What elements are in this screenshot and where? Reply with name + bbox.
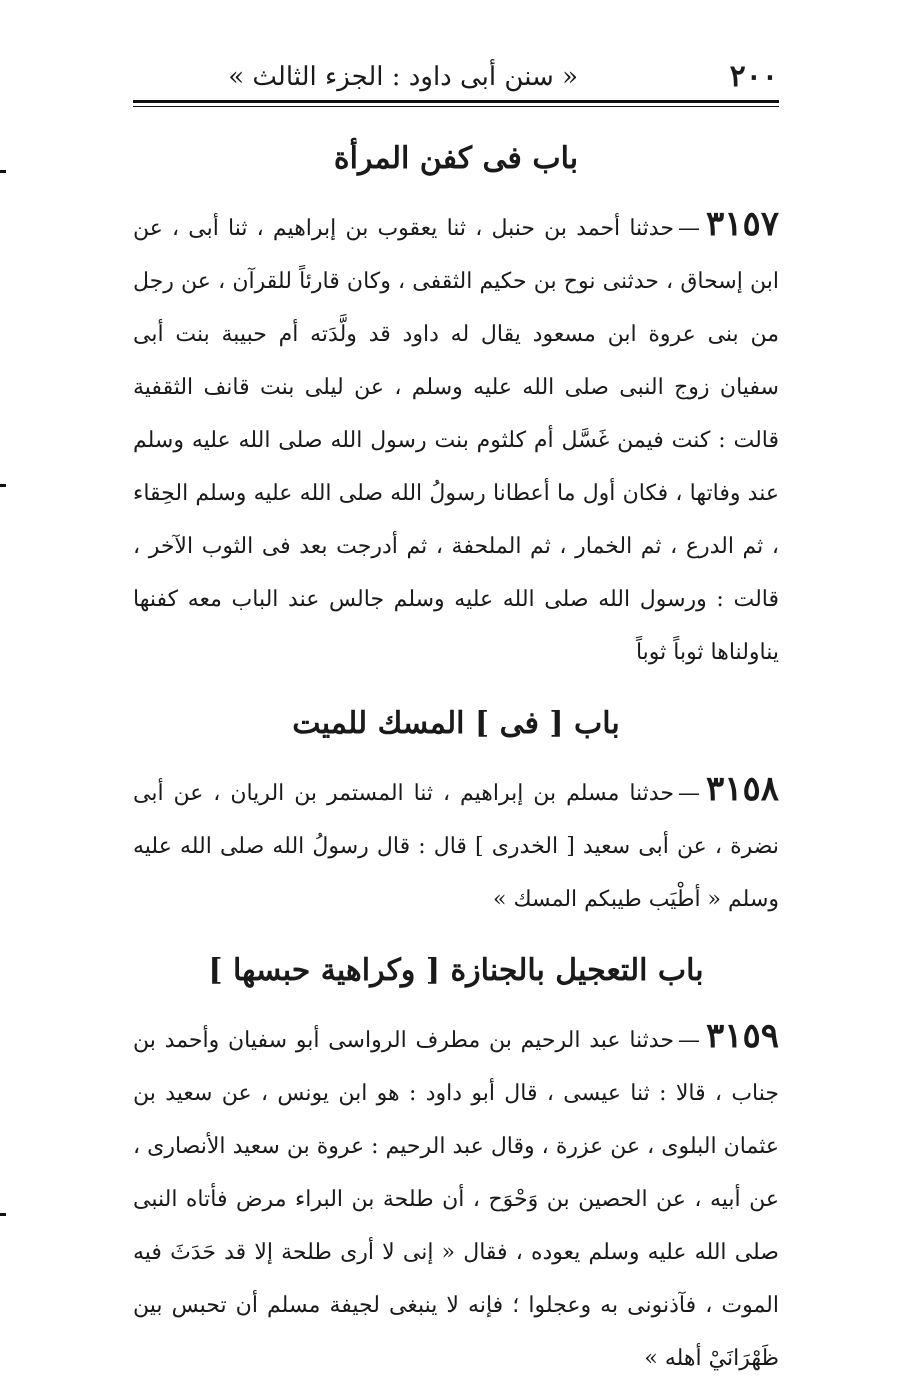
hadith-text-block: ٣١٥٩—حدثنا عبد الرحيم بن مطرف الرواسى أبو سفيان وأحمد بن جناب ، قالا : ثنا عيسى ، قال أبو داود : هو ابن يونس ، عن سعيد بن عثمان البلوى ، عن عزرة ، وقال عبد الرحيم : عروة بن سعيد الأنصارى ، عن أبيه ، عن الحصين بن وَحْوَح ، أن طلحة بن البراء مرض فأتاه النبى صلى الله عليه وسلم يعوده ، فقال « إنى لا أرى طلحة إلا قد حَدَثَ فيه الموت ، فآذنونى به وعجلوا ؛ فإنه لا ينبغى لجيفة مسلم أن تحبس بين ظَهْرَانَيْ أهله »	[133, 1016, 779, 1371]
header-rule-thin	[133, 106, 779, 107]
page-header	[135, 56, 778, 98]
hadith-text: حدثنا مسلم بن إبراهيم ، ثنا المستمر بن الريان ، عن أبى نضرة ، عن أبى سعيد [ الخدرى ] قال : قال رسولُ الله صلى الله عليه وسلم « أطْيَب طيبكم المسك »	[133, 781, 779, 912]
margin-mark	[0, 484, 6, 487]
hadith-number: ٣١٥٩	[705, 1016, 779, 1056]
hadith-block	[133, 1010, 779, 1385]
margin-mark	[0, 1213, 6, 1216]
hadith-number: ٣١٥٧	[705, 204, 779, 244]
hadith-text: حدثنا أحمد بن حنبل ، ثنا يعقوب بن إبراهيم ، ثنا أبى ، عن ابن إسحاق ، حدثنى نوح بن حكيم الثقفى ، وكان قارئاً للقرآن ، عن رجل من بنى عروة ابن مسعود يقال له داود قد ولَّدَته أم حبيبة بنت أبى سفيان زوج النبى صلى الله عليه وسلم ، عن ليلى بنت قانف الثقفية قالت : كنت فيمن غَسَّل أم كلثوم بنت رسول الله صلى الله عليه وسلم عند وفاتها ، فكان أول ما أعطانا رسولُ الله صلى الله عليه وسلم الحِقاء ، ثم الدرع ، ثم الخمار ، ثم الملحفة ، ثم أدرجت بعد فى الثوب الآخر ، قالت : ورسول الله صلى الله عليه وسلم جالس عند الباب معه كفنها يناولناها ثوباً ثوباً	[133, 216, 779, 665]
hadith-number: ٣١٥٨	[705, 769, 779, 809]
hadith-block	[133, 763, 779, 926]
page-number: ٢٠٠	[729, 59, 778, 94]
running-title: « سنن أبى داود : الجزء الثالث »	[228, 62, 578, 92]
margin-mark	[0, 170, 6, 173]
chapter-title: باب [ فى ] المسك للميت	[292, 706, 620, 741]
hadith-text-block: ٣١٥٧—حدثنا أحمد بن حنبل ، ثنا يعقوب بن إبراهيم ، ثنا أبى ، عن ابن إسحاق ، حدثنى نوح بن حكيم الثقفى ، وكان قارئاً للقرآن ، عن رجل من بنى عروة ابن مسعود يقال له داود قد ولَّدَته أم حبيبة بنت أبى سفيان زوج النبى صلى الله عليه وسلم ، عن ليلى بنت قانف الثقفية قالت : كنت فيمن غَسَّل أم كلثوم بنت رسول الله صلى الله عليه وسلم عند وفاتها ، فكان أول ما أعطانا رسولُ الله صلى الله عليه وسلم الحِقاء ، ثم الدرع ، ثم الخمار ، ثم الملحفة ، ثم أدرجت بعد فى الثوب الآخر ، قالت : ورسول الله صلى الله عليه وسلم جالس عند الباب معه كفنها يناولناها ثوباً ثوباً	[133, 204, 779, 665]
header-rule	[133, 100, 779, 103]
hadith-text: حدثنا عبد الرحيم بن مطرف الرواسى أبو سفيان وأحمد بن جناب ، قالا : ثنا عيسى ، قال أبو داود : هو ابن يونس ، عن سعيد بن عثمان البلوى ، عن عزرة ، وقال عبد الرحيم : عروة بن سعيد الأنصارى ، عن أبيه ، عن الحصين بن وَحْوَح ، أن طلحة بن البراء مرض فأتاه النبى صلى الله عليه وسلم يعوده ، فقال « إنى لا أرى طلحة إلا قد حَدَثَ فيه الموت ، فآذنونى به وعجلوا ؛ فإنه لا ينبغى لجيفة مسلم أن تحبس بين ظَهْرَانَيْ أهله »	[133, 1028, 779, 1371]
chapter-title: باب التعجيل بالجنازة [ وكراهية حبسها ]	[208, 953, 704, 988]
hadith-block	[133, 198, 779, 679]
hadith-text-block: ٣١٥٨—حدثنا مسلم بن إبراهيم ، ثنا المستمر بن الريان ، عن أبى نضرة ، عن أبى سعيد [ الخدرى ] قال : قال رسولُ الله صلى الله عليه وسلم « أطْيَب طيبكم المسك »	[133, 769, 779, 912]
chapter-title: باب فى كفن المرأة	[333, 141, 579, 176]
page-body	[133, 128, 779, 1385]
